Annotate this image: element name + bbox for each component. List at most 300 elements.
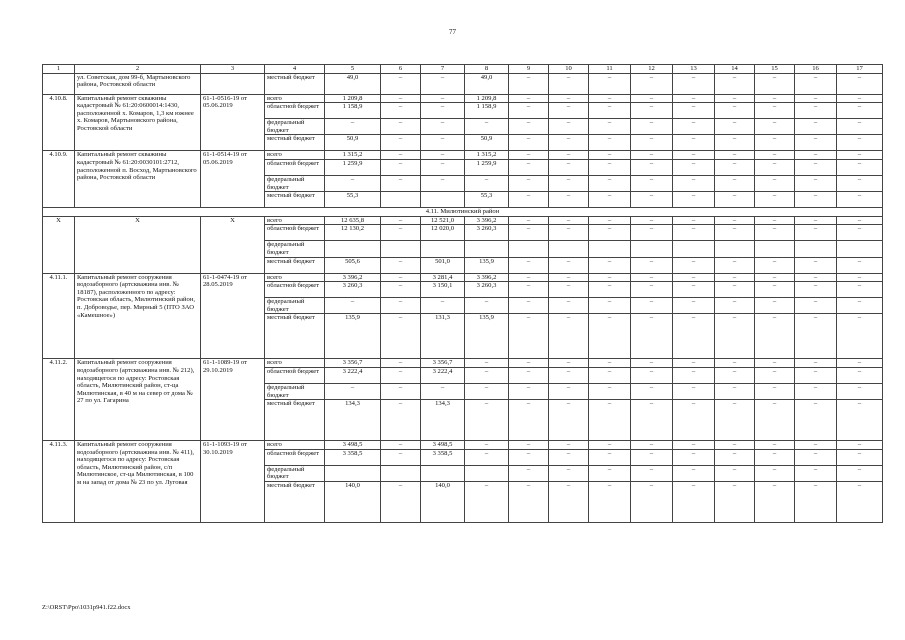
value-cell: 3 356,7 <box>421 359 465 368</box>
value-cell: 134,3 <box>325 400 381 441</box>
value-cell: – <box>509 282 549 298</box>
value-cell: – <box>421 175 465 191</box>
budget-label: федеральный бюджет <box>265 175 325 191</box>
value-cell: – <box>381 449 421 465</box>
budget-label: местный бюджет <box>265 73 325 94</box>
column-header: 17 <box>837 65 883 74</box>
value-cell: 135,9 <box>325 314 381 359</box>
value-cell: – <box>589 151 631 160</box>
column-header: 1 <box>43 65 75 74</box>
value-cell: – <box>673 119 715 135</box>
value-cell: – <box>509 465 549 481</box>
value-cell: – <box>673 481 715 522</box>
value-cell: – <box>795 359 837 368</box>
value-cell: – <box>381 225 421 241</box>
value-cell: – <box>795 383 837 399</box>
value-cell: 12 521,0 <box>421 216 465 225</box>
value-cell: – <box>715 282 755 298</box>
value-cell: – <box>837 441 883 450</box>
value-cell: – <box>509 216 549 225</box>
value-cell: – <box>795 175 837 191</box>
value-cell: – <box>631 192 673 208</box>
value-cell: – <box>837 449 883 465</box>
value-cell: – <box>589 449 631 465</box>
value-cell: – <box>631 103 673 119</box>
column-header: 2 <box>75 65 201 74</box>
value-cell: – <box>631 119 673 135</box>
value-cell: – <box>589 298 631 314</box>
value-cell: – <box>631 465 673 481</box>
value-cell: – <box>673 216 715 225</box>
value-cell: – <box>837 282 883 298</box>
budget-label: всего <box>265 359 325 368</box>
value-cell: 55,3 <box>325 192 381 208</box>
value-cell: – <box>589 465 631 481</box>
value-cell: – <box>631 383 673 399</box>
value-cell: – <box>715 119 755 135</box>
column-header: 5 <box>325 65 381 74</box>
value-cell: – <box>549 449 589 465</box>
value-cell: – <box>673 159 715 175</box>
value-cell <box>631 241 673 257</box>
value-cell: – <box>631 359 673 368</box>
value-cell: – <box>549 273 589 282</box>
value-cell: – <box>755 367 795 383</box>
value-cell: – <box>673 282 715 298</box>
object-name: Капитальный ремонт скважины кадастровый № 61:20:0600014:1430, расположенной х. Комаров, 1,3 км южнее х. Комаров, Мартыновского района, Ростовской области <box>75 94 201 151</box>
value-cell: – <box>631 314 673 359</box>
table-body <box>43 73 883 522</box>
value-cell: – <box>381 383 421 399</box>
value-cell: – <box>755 314 795 359</box>
value-cell: – <box>673 151 715 160</box>
value-cell: – <box>715 465 755 481</box>
value-cell: – <box>631 94 673 103</box>
value-cell: – <box>755 400 795 441</box>
value-cell: – <box>589 119 631 135</box>
budget-label: местный бюджет <box>265 192 325 208</box>
value-cell: 3 260,3 <box>465 225 509 241</box>
value-cell: – <box>715 103 755 119</box>
value-cell <box>381 465 421 481</box>
value-cell: – <box>673 400 715 441</box>
value-cell: – <box>589 135 631 151</box>
column-header: 14 <box>715 65 755 74</box>
value-cell: – <box>837 225 883 241</box>
value-cell: – <box>509 400 549 441</box>
table-row <box>43 273 883 282</box>
value-cell: – <box>549 73 589 94</box>
value-cell: – <box>795 282 837 298</box>
table-row <box>43 441 883 450</box>
value-cell: – <box>509 359 549 368</box>
value-cell <box>381 192 421 208</box>
budget-label: федеральный бюджет <box>265 383 325 399</box>
value-cell: – <box>673 135 715 151</box>
value-cell: – <box>837 465 883 481</box>
value-cell: 3 150,1 <box>421 282 465 298</box>
column-header: 13 <box>673 65 715 74</box>
value-cell: – <box>631 449 673 465</box>
value-cell: – <box>421 73 465 94</box>
value-cell: – <box>421 103 465 119</box>
value-cell: – <box>795 159 837 175</box>
budget-label: местный бюджет <box>265 257 325 273</box>
value-cell: – <box>631 216 673 225</box>
value-cell: – <box>755 465 795 481</box>
value-cell: 3 356,7 <box>325 359 381 368</box>
value-cell: – <box>715 449 755 465</box>
value-cell: – <box>795 151 837 160</box>
value-cell: – <box>837 135 883 151</box>
value-cell: 3 260,3 <box>465 282 509 298</box>
column-header: 9 <box>509 65 549 74</box>
value-cell: – <box>381 73 421 94</box>
value-cell: – <box>673 273 715 282</box>
value-cell: – <box>589 159 631 175</box>
table-row <box>43 151 883 160</box>
value-cell: – <box>755 225 795 241</box>
value-cell: – <box>589 73 631 94</box>
value-cell: – <box>589 103 631 119</box>
value-cell: – <box>381 367 421 383</box>
value-cell: 50,9 <box>325 135 381 151</box>
value-cell: 1 315,2 <box>325 151 381 160</box>
column-header: 6 <box>381 65 421 74</box>
value-cell: 134,3 <box>421 400 465 441</box>
budget-label: всего <box>265 441 325 450</box>
object-name: ул. Советская, дом 99-б, Мартыновского района, Ростовской области <box>75 73 201 94</box>
value-cell: – <box>381 159 421 175</box>
value-cell: – <box>465 481 509 522</box>
value-cell: 50,9 <box>465 135 509 151</box>
value-cell: – <box>381 257 421 273</box>
value-cell: – <box>465 441 509 450</box>
item-number: 4.10.8. <box>43 94 75 151</box>
value-cell: – <box>837 298 883 314</box>
value-cell: – <box>837 273 883 282</box>
value-cell: – <box>673 449 715 465</box>
value-cell: – <box>549 151 589 160</box>
value-cell: – <box>381 94 421 103</box>
value-cell: 501,0 <box>421 257 465 273</box>
value-cell: – <box>795 449 837 465</box>
value-cell: – <box>795 298 837 314</box>
value-cell: – <box>715 225 755 241</box>
object-name: Капитальный ремонт скважины кадастровый № 61:20:0030101:2712, расположенной п. Восход, Мартыновского района, Ростовской области <box>75 151 201 208</box>
value-cell: 1 209,8 <box>465 94 509 103</box>
value-cell: – <box>549 257 589 273</box>
summary-x: Х <box>75 216 201 273</box>
contract-code: 61-1-1089-19 от 29.10.2019 <box>201 359 265 441</box>
value-cell <box>795 241 837 257</box>
value-cell: – <box>421 94 465 103</box>
value-cell: – <box>755 119 795 135</box>
value-cell: – <box>325 383 381 399</box>
value-cell: – <box>589 367 631 383</box>
value-cell: – <box>381 151 421 160</box>
value-cell: – <box>795 103 837 119</box>
value-cell: – <box>509 225 549 241</box>
value-cell: – <box>715 94 755 103</box>
value-cell: – <box>465 298 509 314</box>
budget-label: местный бюджет <box>265 400 325 441</box>
value-cell: 1 209,8 <box>325 94 381 103</box>
column-header: 16 <box>795 65 837 74</box>
value-cell: – <box>755 135 795 151</box>
value-cell: – <box>673 465 715 481</box>
value-cell: – <box>631 481 673 522</box>
value-cell: 12 020,0 <box>421 225 465 241</box>
value-cell: – <box>795 135 837 151</box>
value-cell: – <box>421 119 465 135</box>
value-cell: – <box>755 257 795 273</box>
value-cell: – <box>795 192 837 208</box>
value-cell: – <box>837 73 883 94</box>
value-cell: – <box>673 94 715 103</box>
value-cell <box>589 241 631 257</box>
value-cell: 140,0 <box>421 481 465 522</box>
value-cell <box>421 465 465 481</box>
budget-label: областной бюджет <box>265 103 325 119</box>
value-cell: – <box>837 314 883 359</box>
object-name: Капитальный ремонт сооружения водозаборного (артскважина инв. № 212), находящегося по адресу: Ростовская область, Милютинский район, ст-ца Милютинская, в 40 м на север от дома № 27 по ул. Гагарина <box>75 359 201 441</box>
value-cell: 3 358,5 <box>421 449 465 465</box>
contract-code: 61-1-0514-19 от 05.06.2019 <box>201 151 265 208</box>
value-cell: – <box>673 298 715 314</box>
value-cell <box>465 241 509 257</box>
value-cell: – <box>755 94 795 103</box>
value-cell: – <box>795 400 837 441</box>
value-cell: – <box>549 216 589 225</box>
value-cell: – <box>755 192 795 208</box>
value-cell <box>673 241 715 257</box>
value-cell: – <box>837 216 883 225</box>
value-cell: 1 259,9 <box>325 159 381 175</box>
value-cell: – <box>509 273 549 282</box>
value-cell: – <box>631 135 673 151</box>
value-cell: – <box>465 449 509 465</box>
value-cell: – <box>837 151 883 160</box>
value-cell: – <box>549 94 589 103</box>
value-cell: – <box>837 192 883 208</box>
value-cell: – <box>715 367 755 383</box>
table-header <box>43 65 883 74</box>
value-cell: – <box>755 359 795 368</box>
value-cell: 3 396,2 <box>325 273 381 282</box>
value-cell: – <box>755 298 795 314</box>
value-cell: – <box>631 441 673 450</box>
value-cell: – <box>673 257 715 273</box>
value-cell: – <box>421 151 465 160</box>
value-cell: – <box>509 449 549 465</box>
value-cell: – <box>837 481 883 522</box>
value-cell: – <box>673 175 715 191</box>
value-cell: – <box>837 359 883 368</box>
value-cell: – <box>795 273 837 282</box>
value-cell: – <box>715 151 755 160</box>
value-cell: – <box>589 192 631 208</box>
value-cell: – <box>509 481 549 522</box>
value-cell: 12 635,8 <box>325 216 381 225</box>
budget-label: всего <box>265 151 325 160</box>
value-cell: – <box>381 119 421 135</box>
object-name: Капитальный ремонт сооружения водозаборного (артскважина инв. № 411), находящегося по адресу: Ростовская область, Милютинский район, с/п Милютинское, ст-ца Милютинская, в 100 м на запад от дома № 23 по ул. Луговая <box>75 441 201 523</box>
value-cell: – <box>715 192 755 208</box>
value-cell: – <box>795 481 837 522</box>
value-cell <box>509 241 549 257</box>
value-cell: – <box>381 103 421 119</box>
budget-label: областной бюджет <box>265 449 325 465</box>
value-cell: – <box>509 314 549 359</box>
value-cell: – <box>549 383 589 399</box>
value-cell: – <box>549 314 589 359</box>
budget-label: всего <box>265 94 325 103</box>
contract-code: 61-1-0516-19 от 05.06.2019 <box>201 94 265 151</box>
value-cell: – <box>631 273 673 282</box>
value-cell: 3 260,3 <box>325 282 381 298</box>
value-cell: – <box>755 383 795 399</box>
value-cell: – <box>509 175 549 191</box>
value-cell <box>549 241 589 257</box>
value-cell: 49,0 <box>465 73 509 94</box>
value-cell <box>325 465 381 481</box>
value-cell: – <box>715 298 755 314</box>
column-header: 10 <box>549 65 589 74</box>
section-title: 4.11. Милютинский район <box>43 208 883 217</box>
value-cell: – <box>837 400 883 441</box>
value-cell: – <box>673 103 715 119</box>
value-cell: 55,3 <box>465 192 509 208</box>
value-cell: – <box>589 400 631 441</box>
value-cell: – <box>549 282 589 298</box>
value-cell: – <box>837 367 883 383</box>
budget-label: областной бюджет <box>265 159 325 175</box>
summary-x: Х <box>201 216 265 273</box>
value-cell: – <box>509 151 549 160</box>
value-cell: – <box>509 135 549 151</box>
budget-label: областной бюджет <box>265 367 325 383</box>
value-cell: – <box>589 359 631 368</box>
column-header: 7 <box>421 65 465 74</box>
value-cell: – <box>715 216 755 225</box>
value-cell <box>465 465 509 481</box>
value-cell: – <box>589 481 631 522</box>
value-cell <box>325 241 381 257</box>
value-cell: – <box>795 73 837 94</box>
value-cell: – <box>381 359 421 368</box>
value-cell: – <box>549 159 589 175</box>
value-cell: – <box>673 314 715 359</box>
value-cell: – <box>715 257 755 273</box>
value-cell: 3 222,4 <box>325 367 381 383</box>
value-cell: – <box>755 73 795 94</box>
value-cell: – <box>509 367 549 383</box>
value-cell: 135,9 <box>465 257 509 273</box>
budget-label: федеральный бюджет <box>265 119 325 135</box>
value-cell <box>421 192 465 208</box>
value-cell: – <box>837 159 883 175</box>
value-cell: – <box>421 135 465 151</box>
code-cell <box>201 73 265 94</box>
table-row <box>43 94 883 103</box>
value-cell: – <box>795 216 837 225</box>
value-cell: – <box>755 449 795 465</box>
value-cell: – <box>589 225 631 241</box>
value-cell: – <box>509 441 549 450</box>
value-cell: – <box>549 298 589 314</box>
section-row <box>43 208 883 217</box>
budget-label: местный бюджет <box>265 135 325 151</box>
value-cell: – <box>549 359 589 368</box>
value-cell: – <box>589 441 631 450</box>
value-cell: – <box>631 73 673 94</box>
value-cell: – <box>509 298 549 314</box>
contract-code: 61-1-0474-19 от 28.05.2019 <box>201 273 265 359</box>
item-number: 4.10.9. <box>43 151 75 208</box>
budget-label: местный бюджет <box>265 481 325 522</box>
budget-label: областной бюджет <box>265 225 325 241</box>
value-cell: – <box>509 73 549 94</box>
value-cell: – <box>715 73 755 94</box>
contract-code: 61-1-1093-19 от 30.10.2019 <box>201 441 265 523</box>
num-cell <box>43 73 75 94</box>
column-header: 12 <box>631 65 673 74</box>
budget-label: областной бюджет <box>265 282 325 298</box>
value-cell: – <box>755 216 795 225</box>
budget-table <box>42 64 883 523</box>
footer-path: Z:\ORST\Ppo\1031p941.f22.docx <box>42 604 131 611</box>
value-cell: – <box>631 159 673 175</box>
value-cell: – <box>673 441 715 450</box>
summary-x: Х <box>43 216 75 273</box>
value-cell: – <box>589 175 631 191</box>
value-cell: – <box>549 400 589 441</box>
column-header: 15 <box>755 65 795 74</box>
value-cell: – <box>549 225 589 241</box>
value-cell: – <box>381 481 421 522</box>
value-cell: – <box>837 119 883 135</box>
value-cell: – <box>549 465 589 481</box>
value-cell: – <box>673 383 715 399</box>
value-cell: 3 498,5 <box>421 441 465 450</box>
item-number: 4.11.2. <box>43 359 75 441</box>
value-cell: – <box>381 314 421 359</box>
value-cell: – <box>509 94 549 103</box>
value-cell: – <box>381 441 421 450</box>
value-cell: 1 315,2 <box>465 151 509 160</box>
value-cell: 140,0 <box>325 481 381 522</box>
value-cell: – <box>755 481 795 522</box>
value-cell: 3 222,4 <box>421 367 465 383</box>
budget-label: всего <box>265 216 325 225</box>
value-cell: – <box>715 159 755 175</box>
value-cell <box>715 241 755 257</box>
value-cell: – <box>673 225 715 241</box>
value-cell: – <box>465 119 509 135</box>
value-cell: – <box>795 257 837 273</box>
budget-label: федеральный бюджет <box>265 241 325 257</box>
value-cell: – <box>381 298 421 314</box>
value-cell: – <box>837 94 883 103</box>
value-cell: – <box>509 159 549 175</box>
column-header: 4 <box>265 65 325 74</box>
value-cell: – <box>589 273 631 282</box>
value-cell: – <box>509 257 549 273</box>
value-cell: 505,6 <box>325 257 381 273</box>
value-cell: – <box>715 400 755 441</box>
value-cell: – <box>715 175 755 191</box>
